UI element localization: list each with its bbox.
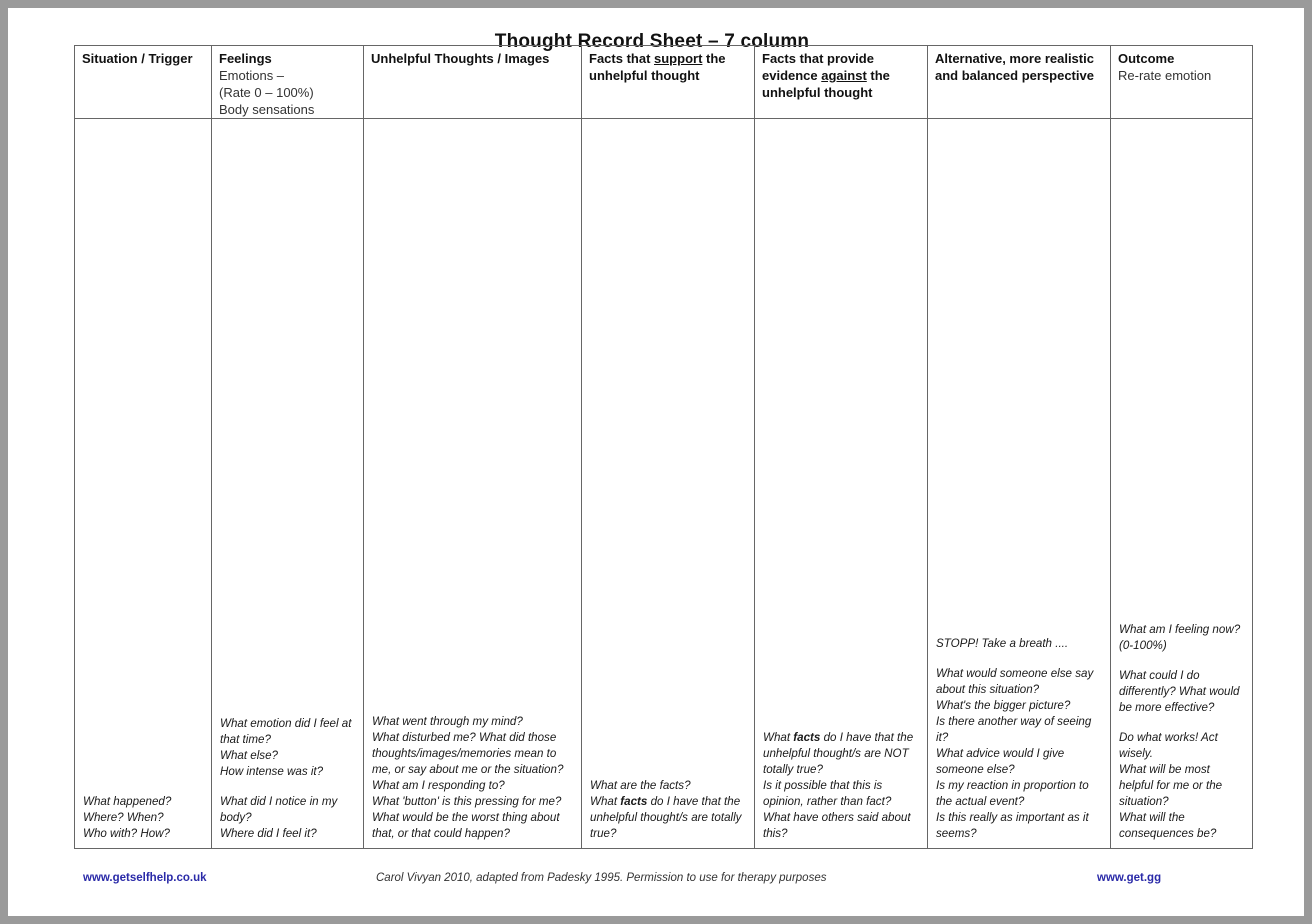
header-unhelpful-thoughts [364,46,582,119]
header-facts-against-title: Facts that provide evidence against the unhelpful thought [762,51,890,100]
header-facts-support [582,46,755,119]
header-alternative [928,46,1111,119]
prompts-facts-against: What facts do I have that the unhelpful thought/s are NOT totally true? Is it possible that this is opinion, rather than fact? What have others said about this? [763,731,914,840]
header-facts-against [755,46,928,119]
entry-row [75,119,1253,849]
header-feelings [212,46,364,119]
header-alternative-title: Alternative, more realistic and balanced perspective [935,51,1094,83]
entry-alternative[interactable] [928,119,1111,849]
entry-unhelpful-thoughts[interactable] [364,119,582,849]
footer-link-getgg[interactable]: www.get.gg [1097,872,1162,884]
header-situation [75,46,212,119]
prompts-feelings: What emotion did I feel at that time? What else? How intense was it? What did I notice in my body? Where did I feel it? [220,717,352,840]
prompts-alternative: STOPP! Take a breath .... What would someone else say about this situation? What's the bigger picture? Is there another way of seeing it? What advice would I give someone else? Is my reaction in proportion to the actual event? Is this really as important as it seems? [936,637,1094,840]
header-row [75,46,1253,119]
prompts-facts-support: What are the facts? What facts do I have that the unhelpful thought/s are totally true? [590,779,742,840]
footer-credit: Carol Vivyan 2010, adapted from Padesky 1995. Permission to use for therapy purposes [376,872,827,884]
header-feelings-sub-3: Body sensations [219,102,315,117]
header-outcome [1111,46,1253,119]
header-situation-title: Situation / Trigger [82,51,193,66]
footer-link-getselfhelp[interactable]: www.getselfhelp.co.uk [83,872,207,884]
entry-situation[interactable] [75,119,212,849]
header-facts-support-title: Facts that support the unhelpful thought [589,51,726,83]
prompts-situation: What happened? Where? When? Who with? How? [83,795,172,840]
header-unhelpful-thoughts-title: Unhelpful Thoughts / Images [371,51,550,66]
prompts-unhelpful-thoughts: What went through my mind? What disturbed me? What did those thoughts/images/memories mean to me, or say about me or the situation? What am I responding to? What 'button' is this pressing for me? What would be the worst thing about that, or that could happen? [372,715,564,840]
entry-feelings[interactable] [212,119,364,849]
page-title: Thought Record Sheet – 7 column [494,31,810,52]
header-feelings-sub-2: (Rate 0 – 100%) [219,85,314,100]
header-outcome-sub: Re-rate emotion [1118,68,1212,83]
thought-record-table [74,45,1253,849]
entry-facts-against[interactable] [755,119,928,849]
entry-facts-support[interactable] [582,119,755,849]
entry-outcome[interactable] [1111,119,1253,849]
header-feelings-title: Feelings [219,51,272,66]
prompts-outcome: What am I feeling now? (0-100%) What could I do differently? What would be more effective? Do what works! Act wisely. What will be most helpful for me or the situation? What will the consequences be? [1119,623,1241,840]
header-feelings-sub-1: Emotions – [219,68,285,83]
header-outcome-title: Outcome [1118,51,1175,66]
